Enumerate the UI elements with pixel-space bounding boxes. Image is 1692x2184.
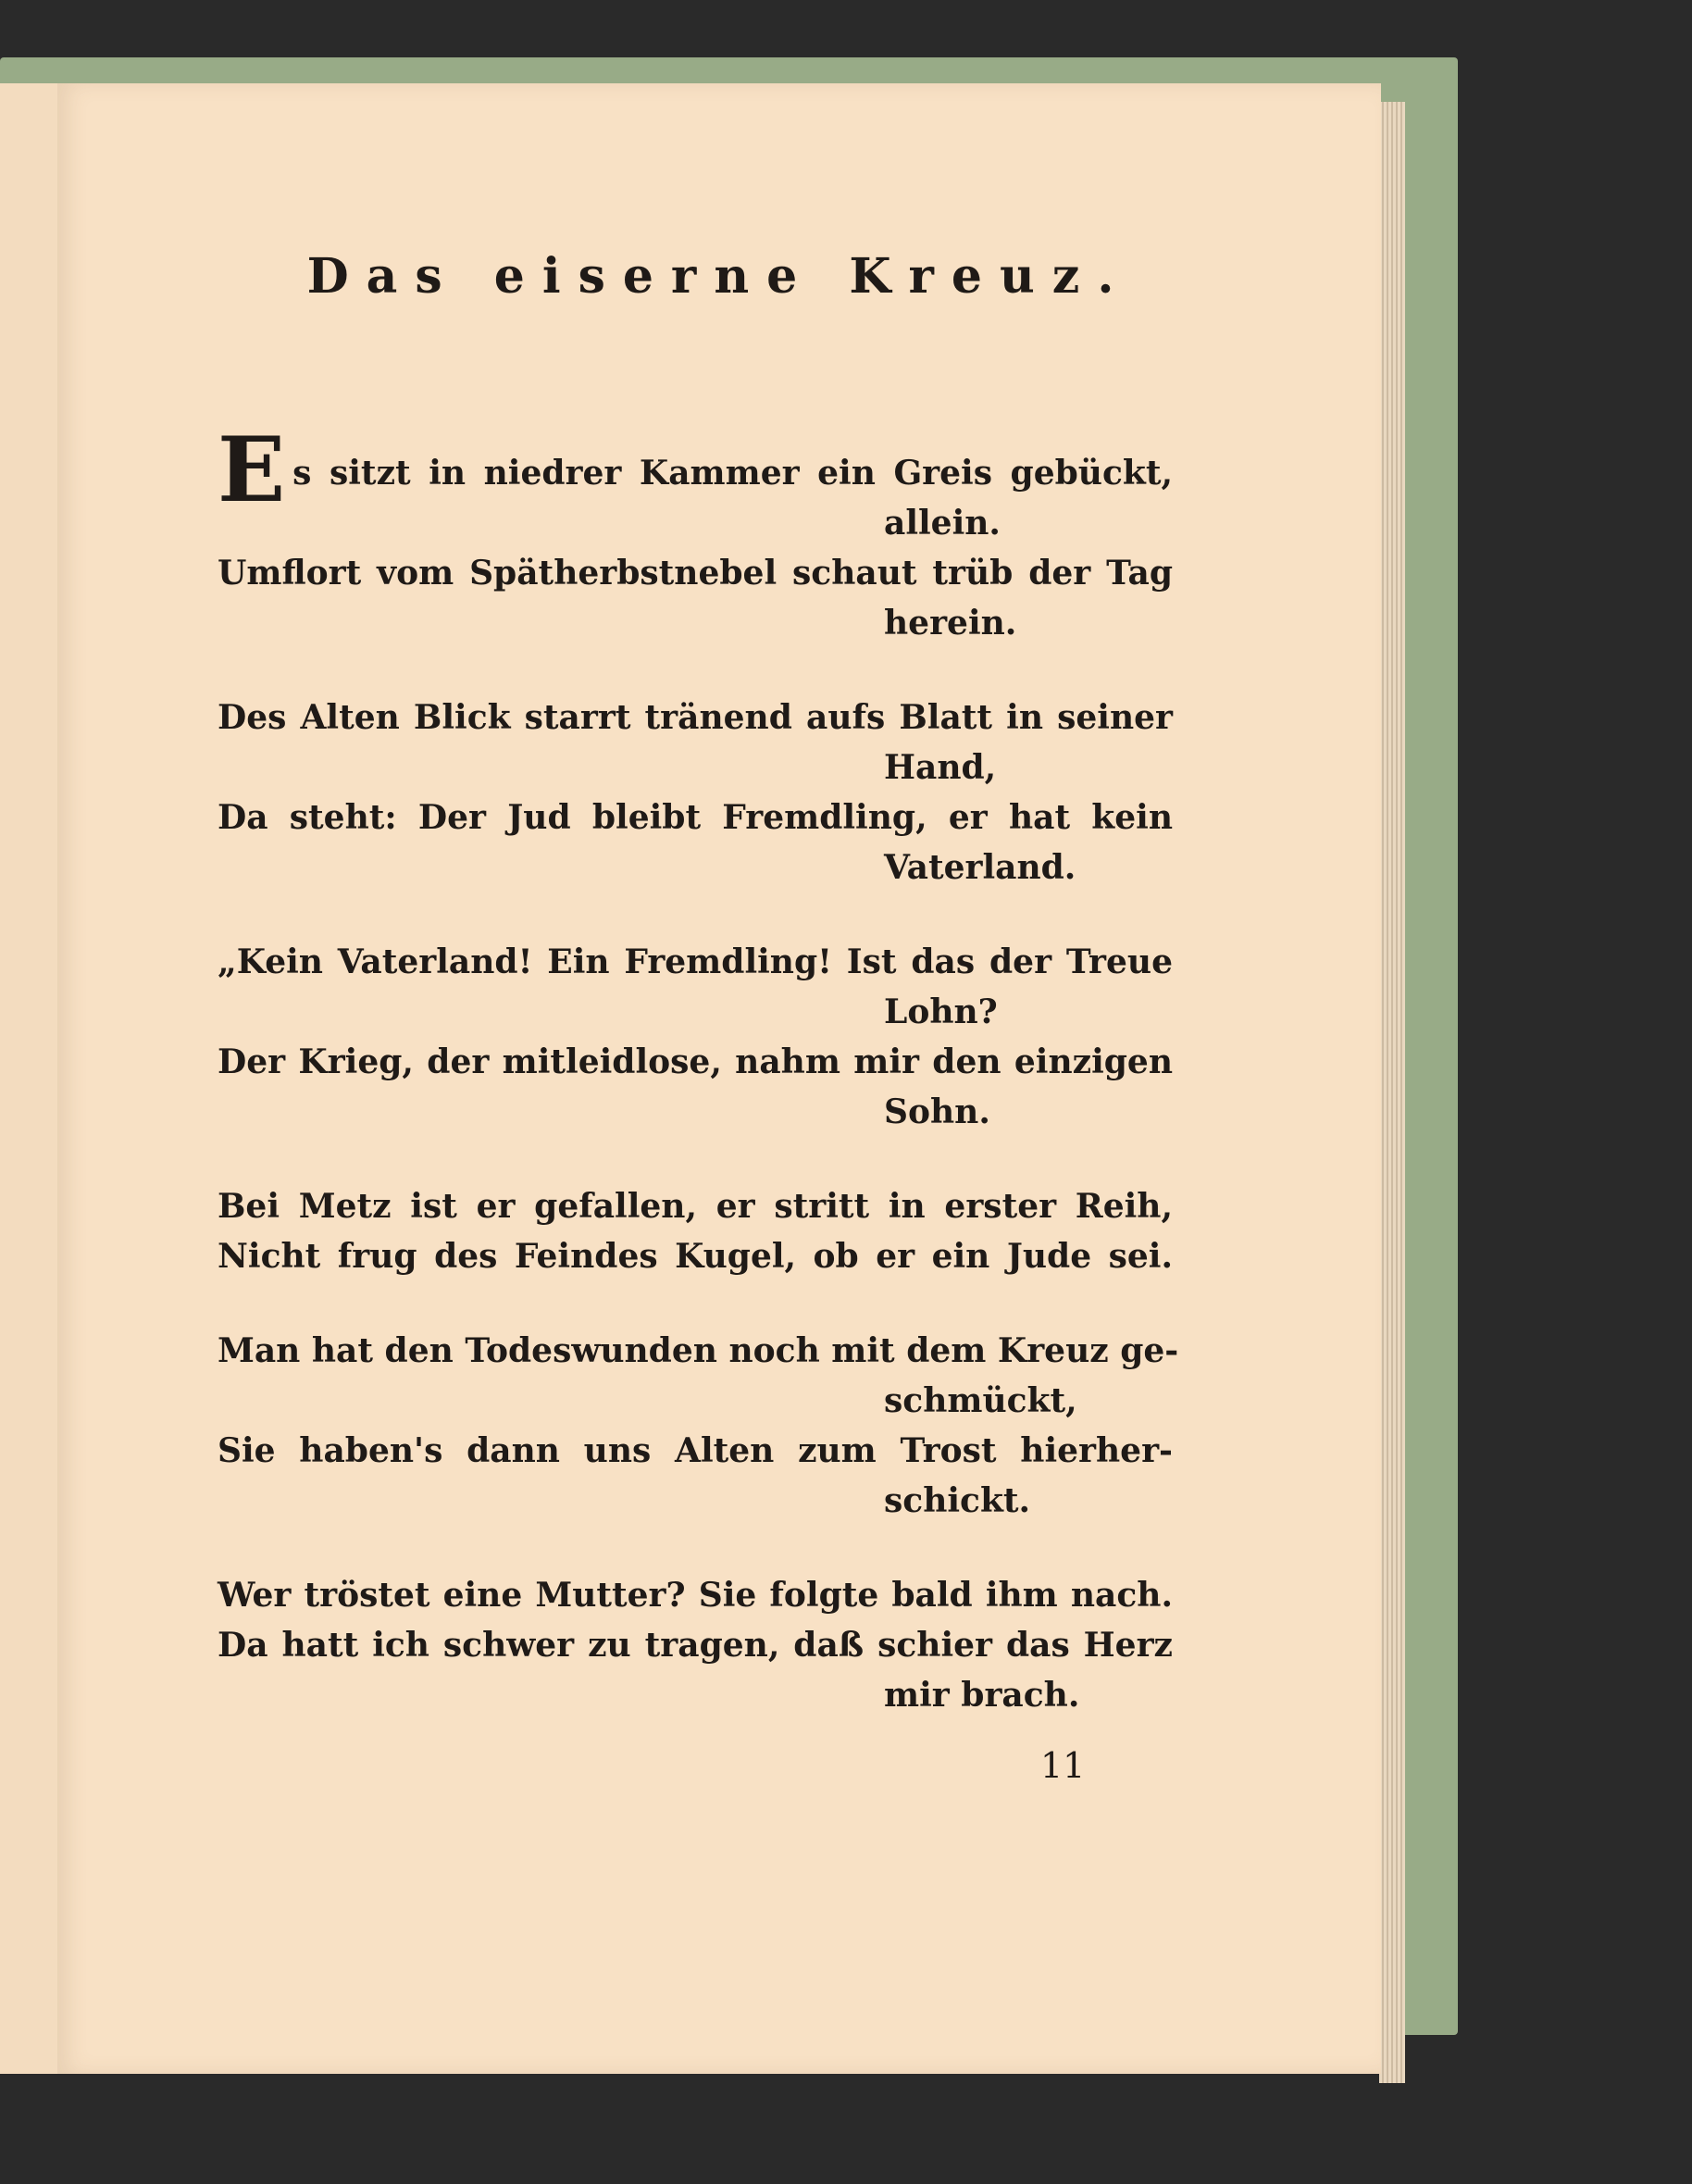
poem-line: „Kein Vaterland! Ein Fremdling! Ist das der Treue bbox=[218, 942, 1173, 981]
poem-line: Des Alten Blick starrt tränend aufs Blatt in seiner bbox=[218, 698, 1173, 737]
stanza-5 bbox=[218, 1326, 1179, 1526]
page-block-edge bbox=[1379, 102, 1405, 2083]
stanza-6 bbox=[218, 1570, 1173, 1720]
stanza-1 bbox=[218, 418, 1173, 648]
poem-line-continuation: Hand, bbox=[884, 748, 997, 787]
poem-line-continuation: Vaterland. bbox=[884, 848, 1076, 887]
stanza-4 bbox=[218, 1181, 1173, 1281]
poem-line-continuation: Lohn? bbox=[884, 992, 998, 1031]
poem-line: Wer tröstet eine Mutter? Sie folgte bald ihm nach. bbox=[218, 1576, 1173, 1615]
poem-line bbox=[218, 418, 1173, 522]
facing-page-edge bbox=[0, 83, 65, 2074]
poem-body bbox=[218, 418, 1179, 1765]
poem-line-continuation: Sohn. bbox=[884, 1092, 990, 1131]
poem-line: Nicht frug des Feindes Kugel, ob er ein Jude sei. bbox=[218, 1237, 1173, 1276]
poem-line: Der Krieg, der mitleidlose, nahm mir den einzigen bbox=[218, 1042, 1173, 1081]
poem-title: Das eiserne Kreuz. bbox=[306, 248, 1132, 305]
poem-line: Man hat den Todeswunden noch mit dem Kreuz ge- bbox=[218, 1331, 1179, 1370]
drop-capital: E bbox=[218, 418, 286, 522]
poem-line-continuation: schmückt, bbox=[884, 1381, 1077, 1420]
poem-line: Da steht: Der Jud bleibt Fremdling, er hat kein bbox=[218, 798, 1173, 837]
page-number: 11 bbox=[1040, 1745, 1086, 1786]
stanza-3 bbox=[218, 937, 1173, 1137]
poem-line-continuation: allein. bbox=[884, 504, 1001, 543]
book-page bbox=[57, 83, 1381, 2074]
poem-line-text: s sitzt in niedrer Kammer ein Greis gebückt, bbox=[292, 454, 1173, 493]
poem-line-continuation: schickt. bbox=[884, 1481, 1031, 1520]
poem-line: Umflort vom Spätherbstnebel schaut trüb der Tag bbox=[218, 554, 1173, 593]
poem-line-continuation: mir brach. bbox=[884, 1676, 1080, 1715]
poem-line: Bei Metz ist er gefallen, er stritt in erster Reih, bbox=[218, 1187, 1173, 1226]
poem-line: Da hatt ich schwer zu tragen, daß schier das Herz bbox=[218, 1626, 1173, 1665]
poem-line: Sie haben's dann uns Alten zum Trost hierher- bbox=[218, 1431, 1173, 1470]
stanza-2 bbox=[218, 693, 1173, 892]
poem-line-continuation: herein. bbox=[884, 604, 1017, 643]
